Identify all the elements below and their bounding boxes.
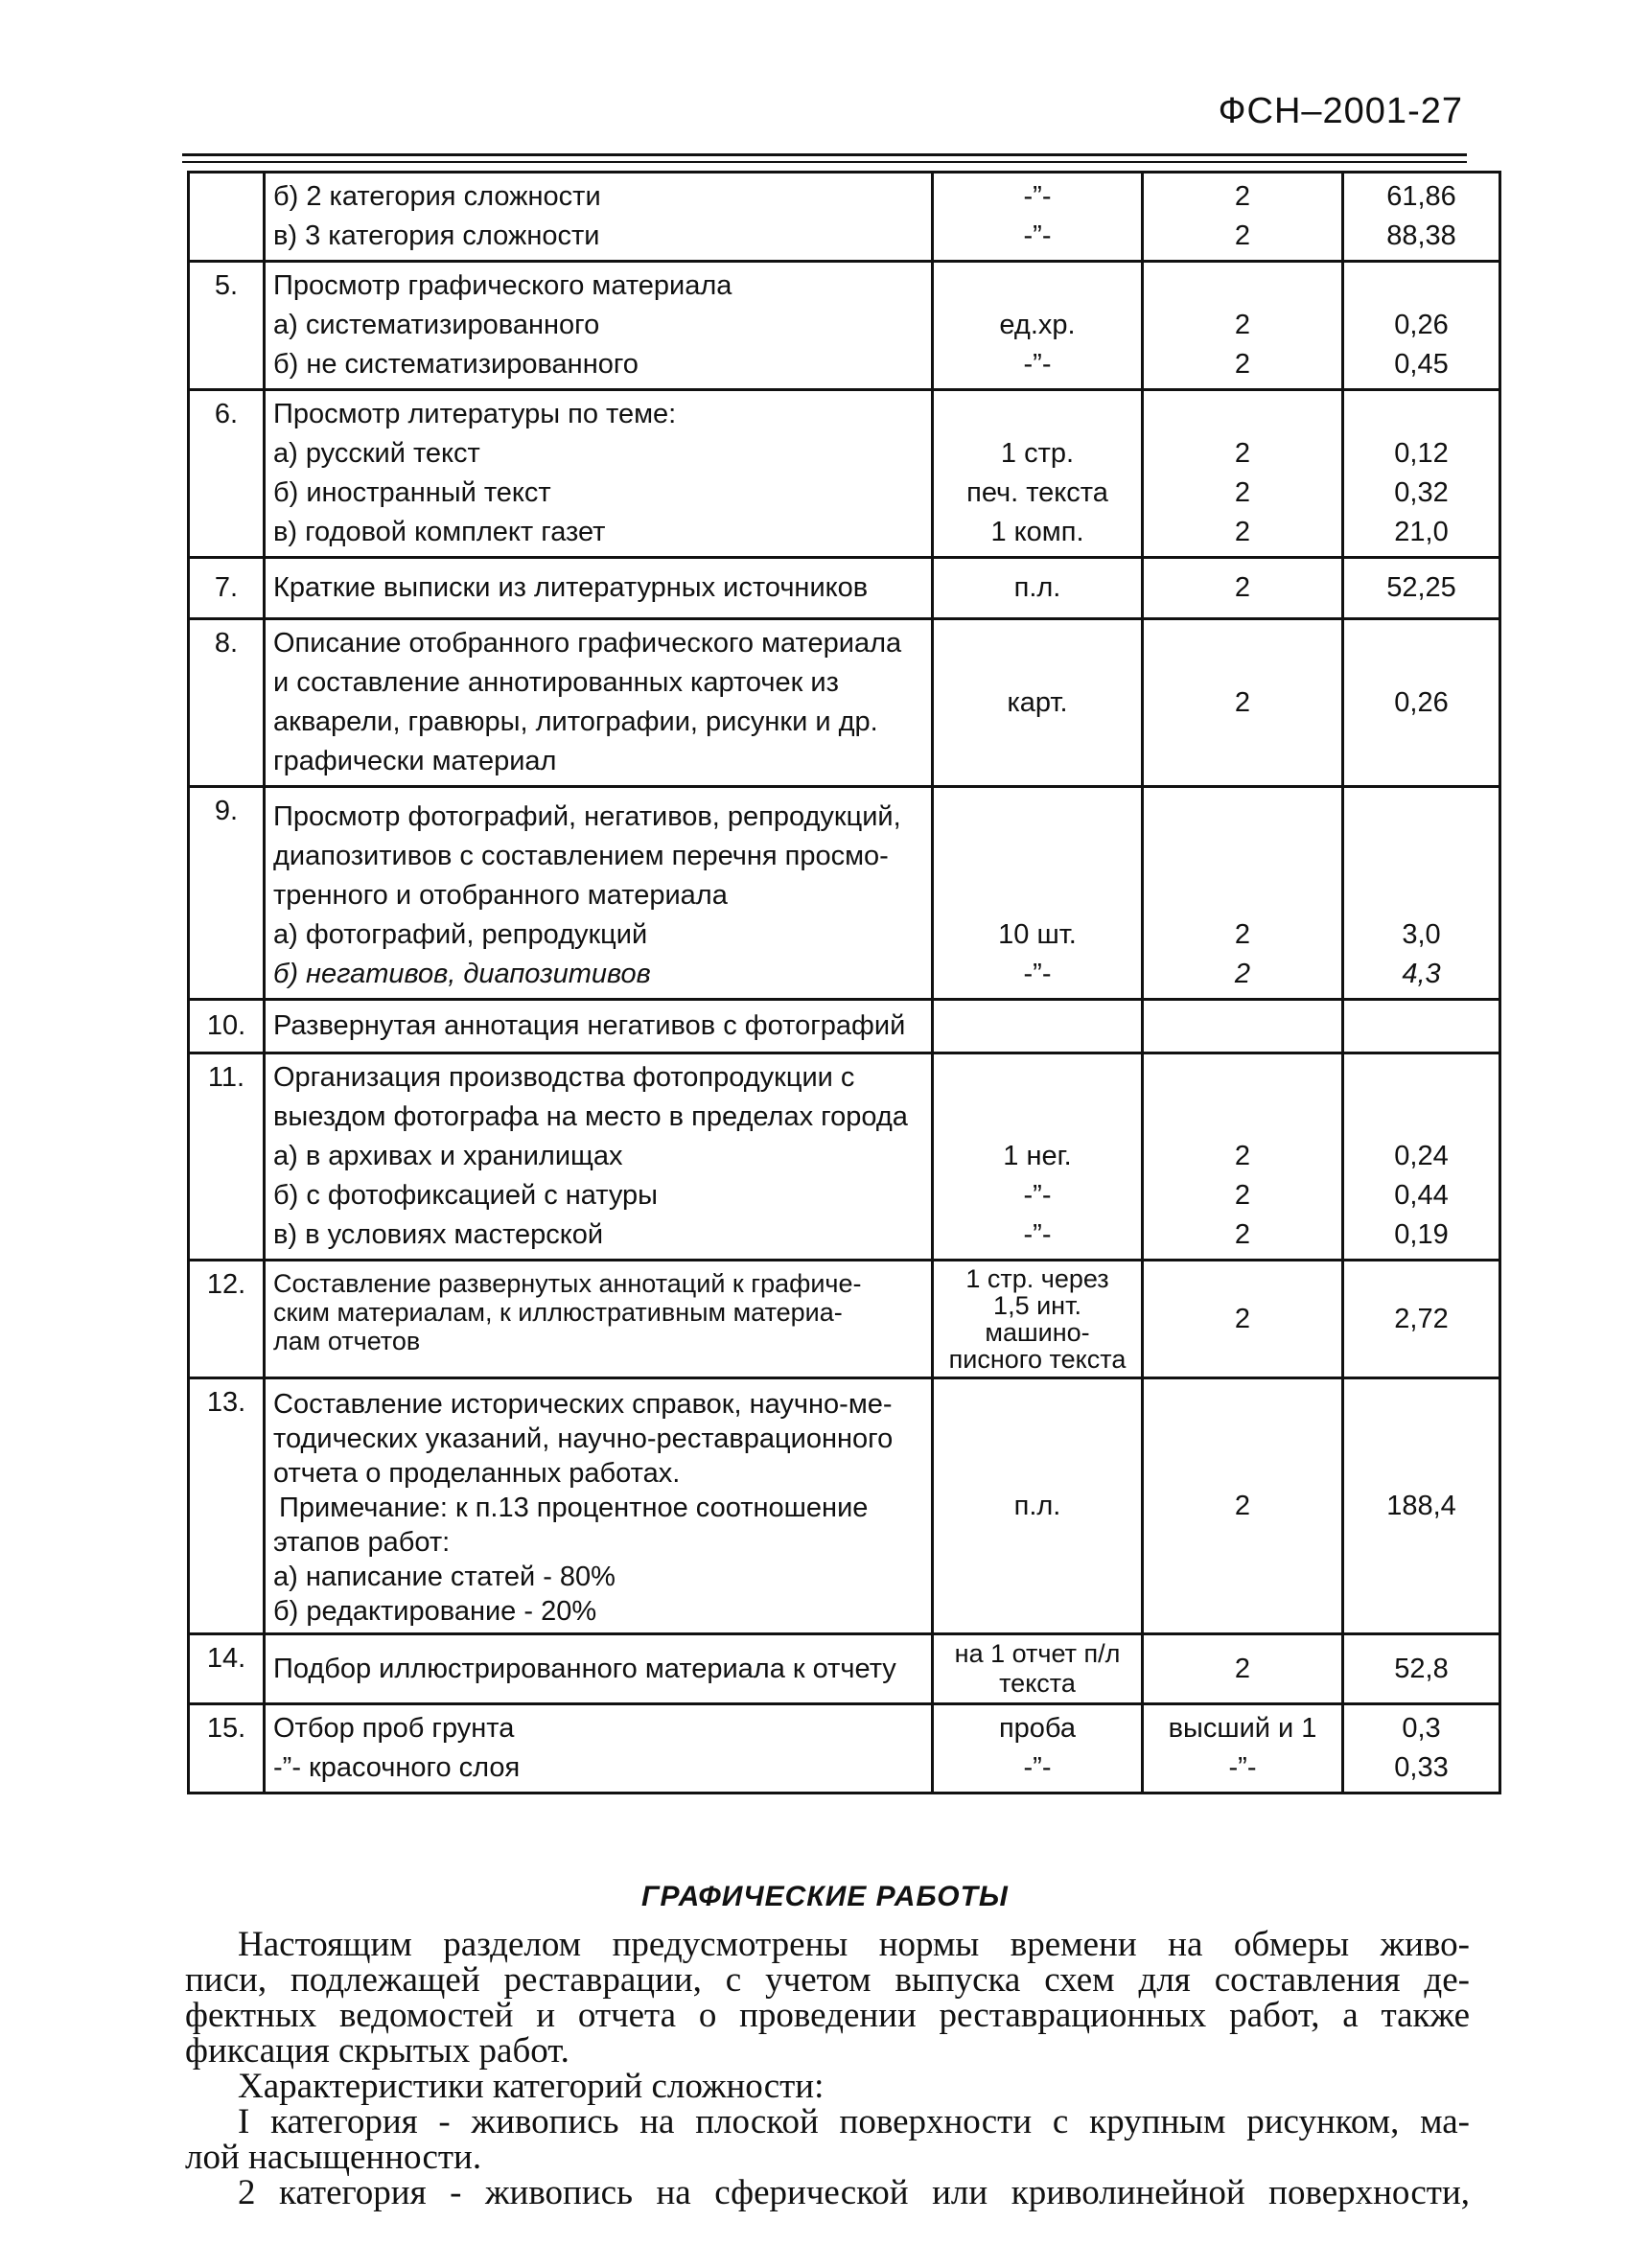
paragraph-line: Характеристики категорий сложности: [238,2067,825,2106]
row-norm: 0,3 0,33 [1343,1704,1500,1794]
row-unit: -”- -”- [933,173,1143,262]
row-number: 11. [189,1053,265,1261]
row-norm: 188,4 [1343,1378,1500,1634]
paragraph-line: фиксация скрытых работ. [185,2031,569,2071]
paragraph-line: Настоящим разделом предусмотрены нормы времени на обмеры живо- [238,1925,1470,1964]
row-description: Описание отобранного графического материала и составление аннотированных карточек из акварели, гравюры, литографии, рисунки и др. графически материал [265,619,933,787]
row-category: 2 2 2 [1143,390,1343,558]
table-row [189,1000,1500,1053]
row-number: 15. [189,1704,265,1794]
row-number: 7. [189,558,265,619]
table-row [189,619,1500,787]
row-number: 10. [189,1000,265,1053]
row-category: высший и 1 -”- [1143,1704,1343,1794]
row-category [1143,1000,1343,1053]
row-norm: 0,26 [1343,619,1500,787]
row-description: б) 2 категория сложности в) 3 категория сложности [265,173,933,262]
paragraph-line: писи, подлежащей реставрации, с учетом выпуска схем для составления де- [185,1960,1470,2000]
row-number: 12. [189,1261,265,1378]
row-category: 2 2 2 [1143,1053,1343,1261]
row-description: Составление развернутых аннотаций к графиче- ским материалам, к иллюстративным материа- лам отчетов [265,1261,933,1378]
row-description: Отбор проб грунта -”- красочного слоя [265,1704,933,1794]
document-code: ФСН–2001-27 [1218,91,1463,131]
row-unit: п.л. [933,558,1143,619]
table-row [189,262,1500,390]
table-row [189,1704,1500,1794]
row-norm: 52,25 [1343,558,1500,619]
row-number: 14. [189,1634,265,1704]
table-row [189,1261,1500,1378]
paragraph-line: I категория - живопись на плоской поверхности с крупным рисунком, ма- [238,2102,1470,2141]
section-heading: ГРАФИЧЕСКИЕ РАБОТЫ [641,1881,1009,1912]
row-number [189,173,265,262]
paragraph-line: 2 категория - живопись на сферической или криволинейной поверхности, [238,2173,1470,2212]
row-category: 2 [1143,1634,1343,1704]
row-norm: 3,0 4,3 [1343,787,1500,1000]
row-unit: 1 стр. печ. текста 1 комп. [933,390,1143,558]
row-unit: ед.хр. -”- [933,262,1143,390]
row-unit: п.л. [933,1378,1143,1634]
table-row [189,173,1500,262]
row-description: Организация производства фотопродукции с выездом фотографа на место в пределах города а) в архивах и хранилищах б) с фотофиксацией с натуры в) в условиях мастерской [265,1053,933,1261]
row-description: Развернутая аннотация негативов с фотографий [265,1000,933,1053]
row-category: 2 2 [1143,262,1343,390]
row-norm [1343,1000,1500,1053]
row-number: 8. [189,619,265,787]
row-number: 13. [189,1378,265,1634]
table-row [189,1634,1500,1704]
row-unit: 1 нег. -”- -”- [933,1053,1143,1261]
row-unit: карт. [933,619,1143,787]
row-description: Просмотр графического материала а) систематизированного б) не систематизированного [265,262,933,390]
table-row [189,1053,1500,1261]
row-unit: 1 стр. через 1,5 инт. машино- писного текста [933,1261,1143,1378]
table-row [189,787,1500,1000]
row-description: Подбор иллюстрированного материала к отчету [265,1634,933,1704]
row-description: Просмотр литературы по теме: а) русский текст б) иностранный текст в) годовой комплект газет [265,390,933,558]
row-norm: 2,72 [1343,1261,1500,1378]
section-body [185,1927,1470,2210]
row-norm: 0,12 0,32 21,0 [1343,390,1500,558]
paragraph-line: лой насыщенности. [185,2138,482,2177]
header-rule [182,153,1467,156]
row-norm: 0,26 0,45 [1343,262,1500,390]
row-description: Составление исторических справок, научно-ме- тодических указаний, научно-реставрационного отчета о проделанных работах. Примечание: к п.13 процентное соотношение этапов работ: а) написание статей - 80% б) редактирование - 20% [265,1378,933,1634]
table-row [189,390,1500,558]
norms-table [187,171,1501,1794]
row-description: Просмотр фотографий, негативов, репродукций, диапозитивов с составлением перечня просмо- тренного и отобранного материала а) фотографий, репродукций б) негативов, диапозитивов [265,787,933,1000]
table-row [189,1378,1500,1634]
row-unit: 10 шт. -”- [933,787,1143,1000]
row-category: 2 [1143,1378,1343,1634]
row-number: 6. [189,390,265,558]
row-category: 2 [1143,558,1343,619]
row-category: 2 2 [1143,787,1343,1000]
row-category: 2 2 [1143,173,1343,262]
row-unit: на 1 отчет п/л текста [933,1634,1143,1704]
row-norm: 61,86 88,38 [1343,173,1500,262]
table-row [189,558,1500,619]
row-number: 5. [189,262,265,390]
row-description: Краткие выписки из литературных источников [265,558,933,619]
row-norm: 0,24 0,44 0,19 [1343,1053,1500,1261]
header-rule-thin [182,161,1467,163]
row-category: 2 [1143,1261,1343,1378]
paragraph-line: фектных ведомостей и отчета о проведении реставрационных работ, а также [185,1996,1470,2035]
row-unit: проба -”- [933,1704,1143,1794]
row-number: 9. [189,787,265,1000]
row-norm: 52,8 [1343,1634,1500,1704]
row-unit [933,1000,1143,1053]
row-category: 2 [1143,619,1343,787]
